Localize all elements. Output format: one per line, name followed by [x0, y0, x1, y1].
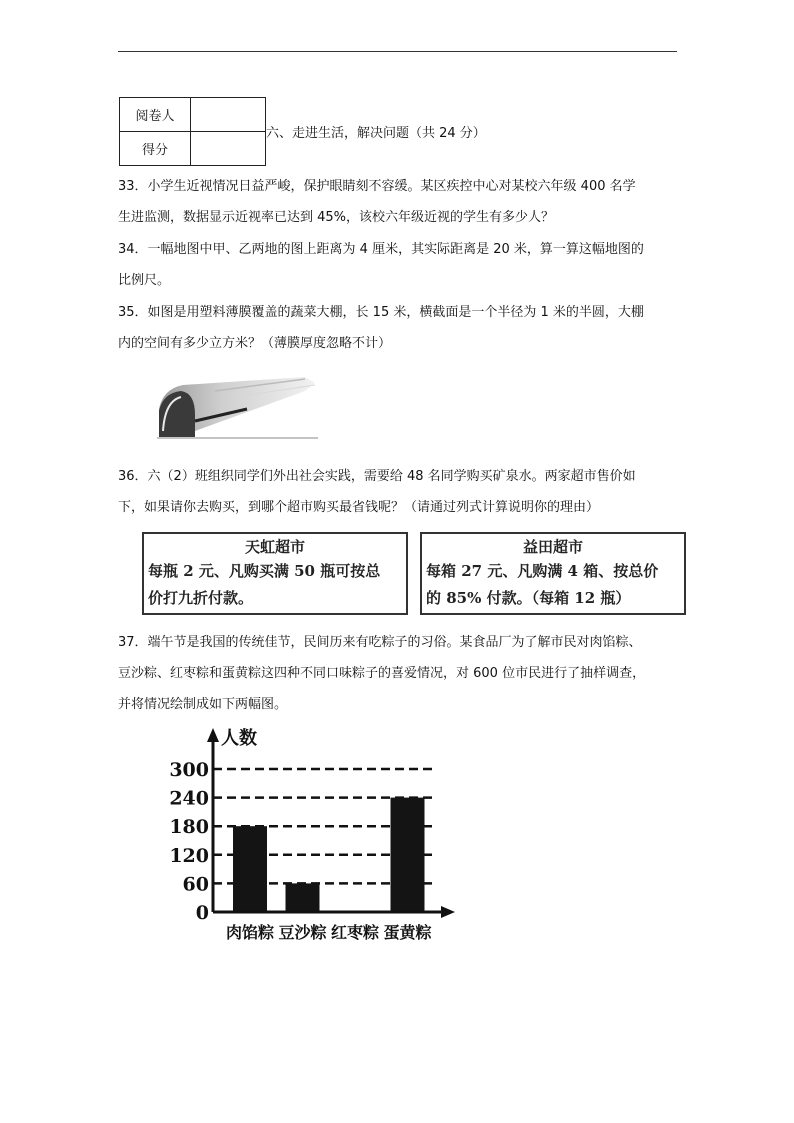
- question-33: [118, 171, 678, 233]
- question-34: [118, 234, 678, 296]
- q36-line1: 36．六（2）班组织同学们外出社会实践，需要给 48 名同学购买矿泉水。两家超市售价如: [118, 469, 636, 484]
- y-tick-label: 60: [182, 873, 209, 896]
- y-tick-label: 120: [169, 844, 209, 867]
- q34-line2: 比例尺。: [118, 273, 171, 288]
- q35-line2: 内的空间有多少立方米？（薄膜厚度忽略不计）: [118, 336, 392, 351]
- q37-line2: 豆沙粽、红枣粽和蛋黄粽这四种不同口味粽子的喜爱情况，对 600 位市民进行了抽样调查，: [118, 666, 646, 681]
- score-table: [119, 97, 266, 166]
- q37-line1: 37．端午节是我国的传统佳节，民间历来有吃粽子的习俗。某食品厂为了解市民对肉馅粽、: [118, 635, 642, 650]
- shop-name: 益田超市: [522, 538, 583, 556]
- x-axis-arrow: [441, 906, 455, 918]
- bar-肉馅粽: [233, 826, 267, 912]
- x-tick-label: 蛋黄粽: [383, 923, 432, 942]
- q34-line1: 34．一幅地图中甲、乙两地的图上距离为 4 厘米，其实际距离是 20 米，算一算这幅地图的: [118, 242, 644, 257]
- header-rule: [118, 51, 677, 52]
- bar-chart: [165, 722, 455, 952]
- x-tick-label: 豆沙粽: [278, 923, 327, 942]
- y-axis-arrow: [207, 728, 219, 742]
- shop-desc-line1: 每箱 27 元、凡购满 4 箱、按总价: [426, 562, 659, 580]
- section-title: 六、走进生活，解决问题（共 24 分）: [266, 126, 486, 141]
- reviewer-label: 阅卷人: [120, 98, 191, 132]
- shop-desc-line2: 的 85% 付款。（每箱 12 瓶）: [426, 589, 631, 607]
- greenhouse-photo: [155, 371, 320, 439]
- shop-tianhong: [142, 532, 408, 615]
- y-tick-label: 180: [169, 816, 209, 839]
- shop-desc-line2: 价打九折付款。: [148, 589, 254, 607]
- q37-line3: 并将情况绘制成如下两幅图。: [118, 697, 288, 712]
- question-37: [118, 627, 678, 720]
- question-35: [118, 297, 678, 359]
- y-tick-label: 300: [169, 759, 209, 781]
- y-tick-label: 0: [195, 902, 209, 924]
- shop-name: 天虹超市: [244, 538, 305, 556]
- y-axis-title: 人数: [221, 728, 257, 749]
- reviewer-cell[interactable]: [191, 98, 266, 132]
- question-36: [118, 461, 678, 523]
- x-tick-label: 红枣粽: [330, 923, 380, 942]
- q35-line1: 35．如图是用塑料薄膜覆盖的蔬菜大棚，长 15 米，横截面是一个半径为 1 米的半圆，大棚: [118, 305, 644, 320]
- q33-line1: 33．小学生近视情况日益严峻，保护眼睛刻不容缓。某区疾控中心对某校六年级 400 名学: [118, 179, 636, 194]
- score-cell[interactable]: [191, 132, 266, 166]
- shop-yitian: [420, 532, 686, 615]
- q33-line2: 生进监测，数据显示近视率已达到 45%，该校六年级近视的学生有多少人？: [118, 210, 555, 225]
- x-tick-label: 肉馅粽: [225, 923, 275, 942]
- bar-豆沙粽: [286, 883, 320, 912]
- y-tick-label: 240: [169, 787, 209, 810]
- q36-line2: 下，如果请你去购买，到哪个超市购买最省钱呢？（请通过列式计算说明你的理由）: [118, 500, 600, 515]
- score-label: 得分: [120, 132, 191, 166]
- bar-蛋黄粽: [391, 798, 425, 912]
- shop-desc-line1: 每瓶 2 元、凡购买满 50 瓶可按总: [148, 562, 381, 580]
